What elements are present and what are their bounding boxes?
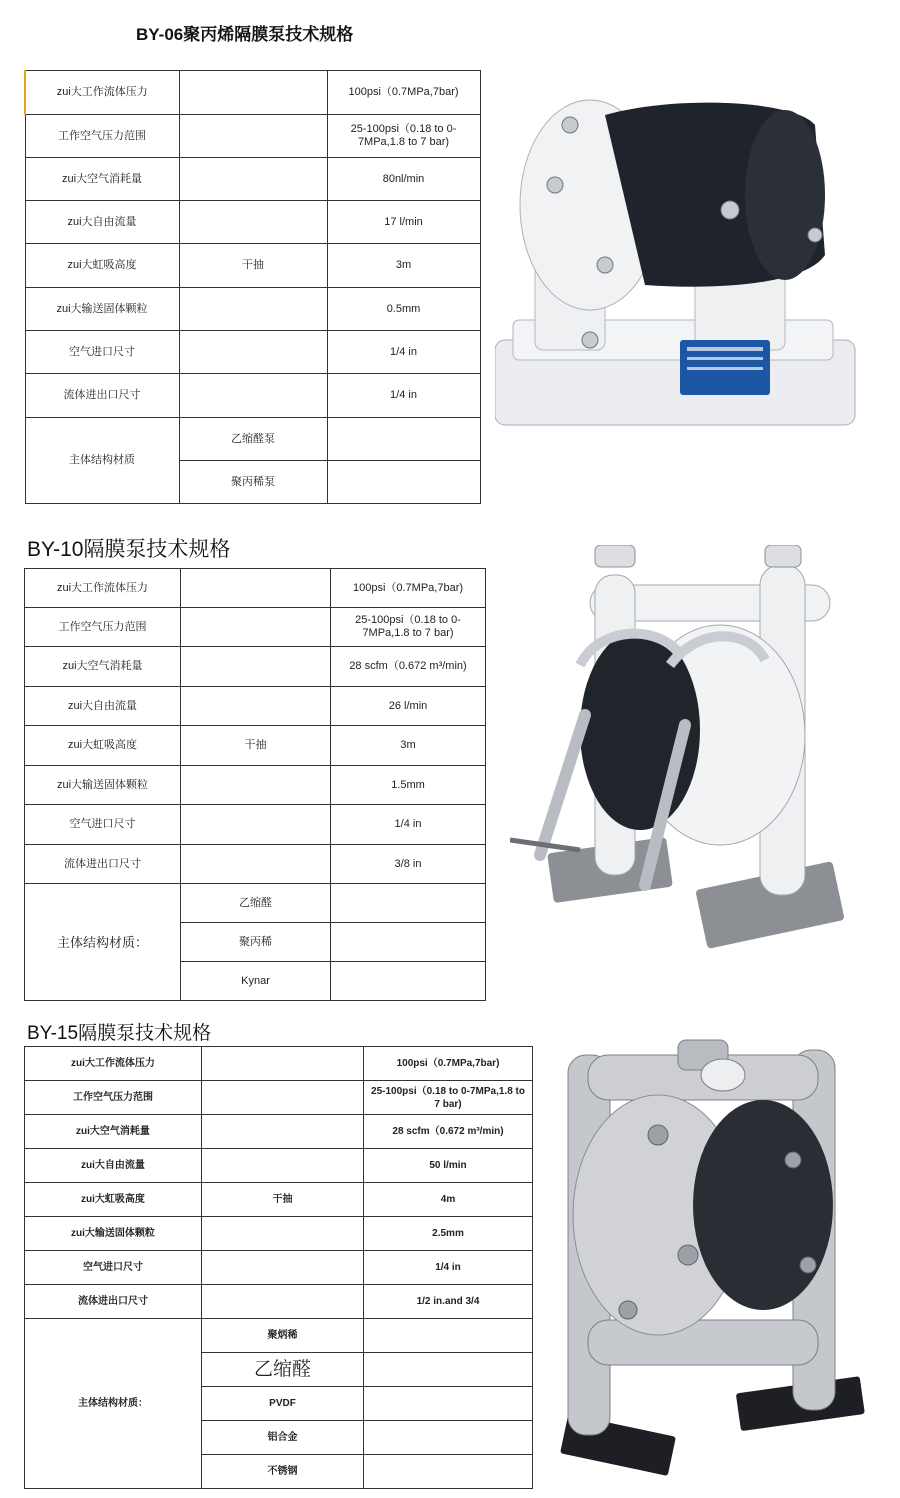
spec-empty xyxy=(202,1251,364,1285)
spec-label: zui大虹吸高度 xyxy=(25,726,181,766)
material-label: 主体结构材质 xyxy=(25,418,179,504)
spec-label: 流体进出口尺寸 xyxy=(25,845,181,884)
spec-value: 26 l/min xyxy=(331,687,486,726)
material-item: 聚炳稀 xyxy=(202,1319,364,1353)
spec-value: 25-100psi（0.18 to 0-7MPa,1.8 to 7 bar) xyxy=(331,608,486,647)
spec-empty xyxy=(202,1047,364,1081)
spec-empty xyxy=(364,1353,533,1387)
material-label: 主体结构材质： xyxy=(25,884,181,1001)
spec-empty xyxy=(179,115,327,158)
spec-value: 50 l/min xyxy=(364,1149,533,1183)
spec-value: 1/4 in xyxy=(327,374,480,418)
spec-value: 2.5mm xyxy=(364,1217,533,1251)
spec-value: 3/8 in xyxy=(331,845,486,884)
spec-value: 100psi（0.7MPa,7bar) xyxy=(364,1047,533,1081)
spec-value: 28 scfm（0.672 m³/min) xyxy=(364,1115,533,1149)
spec-empty xyxy=(327,461,480,504)
spec-value: 17 l/min xyxy=(327,201,480,244)
spec-label: zui大工作流体压力 xyxy=(25,71,179,115)
spec-empty xyxy=(202,1081,364,1115)
spec-label: zui大工作流体压力 xyxy=(25,1047,202,1081)
spec-value: 80nl/min xyxy=(327,158,480,201)
spec-label: zui大空气消耗量 xyxy=(25,647,181,687)
material-item: 乙缩醛泵 xyxy=(179,418,327,461)
material-item: PVDF xyxy=(202,1387,364,1421)
spec-value: 25-100psi（0.18 to 0-7MPa,1.8 to 7 bar) xyxy=(364,1081,533,1115)
spec-value: 100psi（0.7MPa,7bar) xyxy=(331,569,486,608)
spec-note: 干抽 xyxy=(179,244,327,288)
spec-empty xyxy=(364,1387,533,1421)
spec-label: 空气进口尺寸 xyxy=(25,805,181,845)
spec-empty xyxy=(331,884,486,923)
spec-empty xyxy=(364,1319,533,1353)
spec-empty xyxy=(181,569,331,608)
spec-value: 1/4 in xyxy=(331,805,486,845)
spec-label: zui大工作流体压力 xyxy=(25,569,181,608)
spec-empty xyxy=(364,1421,533,1455)
spec-value: 100psi（0.7MPa,7bar) xyxy=(327,71,480,115)
pump-photo-by10 xyxy=(510,545,855,955)
spec-label: 工作空气压力范围 xyxy=(25,1081,202,1115)
spec-value: 3m xyxy=(327,244,480,288)
spec-empty xyxy=(181,687,331,726)
spec-note: 干抽 xyxy=(181,726,331,766)
spec-value: 1.5mm xyxy=(331,766,486,805)
section-title-by06: BY-06聚丙烯隔膜泵技术规格 xyxy=(136,25,354,44)
spec-table-by10 xyxy=(24,568,486,1001)
spec-empty xyxy=(181,608,331,647)
spec-label: zui大自由流量 xyxy=(25,687,181,726)
pump-photo-by06 xyxy=(495,95,860,430)
spec-empty xyxy=(179,374,327,418)
spec-empty xyxy=(181,845,331,884)
spec-label: zui大输送固体颗粒 xyxy=(25,1217,202,1251)
material-item: 乙缩醛 xyxy=(181,884,331,923)
spec-empty xyxy=(327,418,480,461)
spec-empty xyxy=(364,1455,533,1489)
material-item: 聚丙稀泵 xyxy=(179,461,327,504)
spec-empty xyxy=(181,647,331,687)
spec-label: zui大空气消耗量 xyxy=(25,1115,202,1149)
spec-empty xyxy=(202,1285,364,1319)
spec-value: 3m xyxy=(331,726,486,766)
spec-value: 4m xyxy=(364,1183,533,1217)
spec-table-by15 xyxy=(24,1046,533,1489)
spec-label: zui大自由流量 xyxy=(25,201,179,244)
spec-label: 空气进口尺寸 xyxy=(25,1251,202,1285)
spec-empty xyxy=(181,805,331,845)
spec-empty xyxy=(179,288,327,331)
spec-label: zui大输送固体颗粒 xyxy=(25,288,179,331)
spec-empty xyxy=(179,71,327,115)
spec-empty xyxy=(202,1217,364,1251)
spec-label: zui大输送固体颗粒 xyxy=(25,766,181,805)
spec-empty xyxy=(181,766,331,805)
spec-label: 流体进出口尺寸 xyxy=(25,1285,202,1319)
material-item: 乙缩醛 xyxy=(202,1353,364,1387)
spec-value: 1/4 in xyxy=(364,1251,533,1285)
spec-label: 流体进出口尺寸 xyxy=(25,374,179,418)
spec-empty xyxy=(179,201,327,244)
spec-empty xyxy=(179,331,327,374)
material-item: 不锈钢 xyxy=(202,1455,364,1489)
spec-table-by06 xyxy=(24,70,481,504)
material-item: 聚丙稀 xyxy=(181,923,331,962)
spec-value: 25-100psi（0.18 to 0-7MPa,1.8 to 7 bar) xyxy=(327,115,480,158)
material-item: 铝合金 xyxy=(202,1421,364,1455)
spec-label: zui大自由流量 xyxy=(25,1149,202,1183)
spec-label: 工作空气压力范围 xyxy=(25,115,179,158)
spec-empty xyxy=(202,1149,364,1183)
material-item: Kynar xyxy=(181,962,331,1001)
spec-empty xyxy=(179,158,327,201)
spec-value: 28 scfm（0.672 m³/min) xyxy=(331,647,486,687)
spec-label: zui大虹吸高度 xyxy=(25,244,179,288)
spec-label: 工作空气压力范围 xyxy=(25,608,181,647)
spec-value: 1/2 in.and 3/4 xyxy=(364,1285,533,1319)
section-title-by15: BY-15隔膜泵技术规格 xyxy=(27,1023,212,1044)
spec-label: zui大空气消耗量 xyxy=(25,158,179,201)
spec-empty xyxy=(202,1115,364,1149)
section-title-by10: BY-10隔膜泵技术规格 xyxy=(27,538,231,561)
spec-value: 1/4 in xyxy=(327,331,480,374)
spec-empty xyxy=(331,962,486,1001)
material-label: 主体结构材质： xyxy=(25,1319,202,1489)
spec-note: 干抽 xyxy=(202,1183,364,1217)
spec-label: zui大虹吸高度 xyxy=(25,1183,202,1217)
spec-value: 0.5mm xyxy=(327,288,480,331)
spec-label: 空气进口尺寸 xyxy=(25,331,179,374)
spec-empty xyxy=(331,923,486,962)
pump-photo-by15 xyxy=(548,1030,868,1480)
